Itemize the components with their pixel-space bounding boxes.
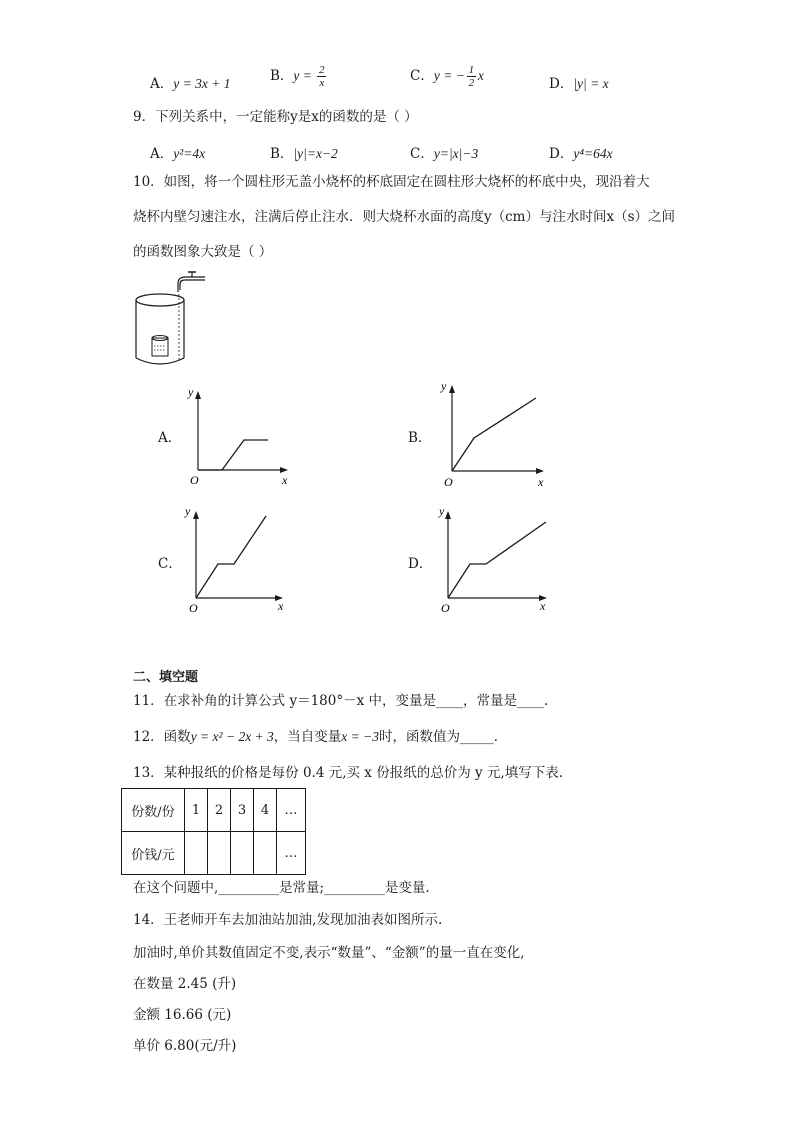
table-cell: 4	[254, 789, 277, 832]
q8-option-c-fraction: $\frac{1}{2}$	[468, 64, 475, 89]
q12-function-expr: y = x² − 2x + 3	[190, 729, 274, 744]
table-cell: 1	[185, 789, 208, 832]
graph-a-origin: O	[190, 473, 199, 487]
q10-stem-line1: 10．如图，将一个圆柱形无盖小烧杯的杯底固定在圆柱形大烧杯的杯底中央，现沿着大	[133, 174, 650, 190]
q9-option-a[interactable]: A．y²=4x	[150, 146, 206, 162]
q11-text: 11．在求补角的计算公式 y＝180°－x 中，变量是____，常量是____.	[133, 693, 549, 709]
table-cell-input[interactable]	[185, 832, 208, 875]
q14-quantity: 在数量 2.45 (升)	[133, 976, 237, 992]
q13-after: 在这个问题中,_________是常量;_________是变量.	[133, 880, 430, 896]
graph-b-label: B．	[408, 430, 432, 446]
table-row	[122, 832, 306, 875]
graph-c[interactable]	[180, 500, 295, 615]
q13-text: 13．某种报纸的价格是每份 0.4 元,买 x 份报纸的总价为 y 元,填写下表.	[133, 765, 564, 781]
graph-b-x-label: x	[538, 475, 544, 488]
graph-c-origin: O	[189, 601, 198, 615]
q8-option-b[interactable]: B．y = $\frac{2}{x}$	[270, 64, 325, 89]
graph-d[interactable]	[436, 500, 556, 615]
graph-d-y-label: y	[439, 504, 445, 518]
q9-stem: 9．下列关系中，一定能称y是x的函数的是（ ）	[133, 109, 418, 125]
graph-c-y-label: y	[185, 504, 191, 518]
beaker-illustration	[130, 270, 220, 370]
graph-a-y-label: y	[188, 385, 194, 399]
q8-option-a-expr: y = 3x + 1	[173, 76, 231, 91]
table-cell: 价钱/元	[122, 832, 185, 875]
table-cell: …	[277, 789, 306, 832]
q12-text: 12．函数y = x² − 2x + 3，当自变量x = −3时，函数值为_____．	[133, 729, 508, 745]
q14-unit-price: 单价 6.80(元/升)	[133, 1038, 237, 1054]
graph-a[interactable]	[180, 382, 295, 487]
q13-table	[121, 788, 306, 875]
q9-option-d[interactable]: D．y⁴=64x	[549, 146, 613, 162]
q10-stem-line2: 烧杯内壁匀速注水，注满后停止注水．则大烧杯水面的高度y（cm）与注水时间x（s）之间	[133, 209, 676, 225]
graph-d-origin: O	[441, 601, 450, 615]
q8-option-b-fraction: $\frac{2}{x}$	[319, 64, 325, 89]
table-cell: …	[277, 832, 306, 875]
q14-text: 14．王老师开车去加油站加油,发现加油表如图所示.	[133, 912, 443, 928]
graph-b[interactable]	[436, 376, 551, 488]
graph-a-x-label: x	[282, 473, 288, 487]
q14-amount: 金额 16.66 (元)	[133, 1007, 232, 1023]
q14-line2: 加油时,单价其数值固定不变,表示“数量”、“金额”的量一直在变化,	[133, 945, 525, 961]
q8-option-d[interactable]: D．|y| = x	[549, 76, 609, 92]
q10-stem-line3: 的函数图象大致是（ ）	[133, 244, 273, 260]
table-cell-input[interactable]	[231, 832, 254, 875]
graph-c-label: C．	[158, 556, 182, 572]
graph-c-x-label: x	[278, 599, 284, 613]
graph-a-label: A．	[158, 430, 182, 446]
graph-b-y-label: y	[441, 379, 447, 393]
q8-option-a[interactable]: A．y = 3x + 1	[150, 76, 231, 92]
q8-option-c[interactable]: C．y = − $\frac{1}{2}$ x	[410, 64, 484, 89]
table-cell: 2	[208, 789, 231, 832]
table-row	[122, 789, 306, 832]
q12-condition: x = −3	[341, 729, 380, 744]
q9-option-c[interactable]: C．y=|x|−3	[410, 146, 479, 162]
section-title: 二、填空题	[133, 670, 199, 685]
graph-b-origin: O	[444, 475, 453, 488]
q9-option-b[interactable]: B．|y|=x−2	[270, 146, 338, 162]
graph-d-x-label: x	[540, 599, 546, 613]
table-cell-input[interactable]	[208, 832, 231, 875]
graph-d-label: D．	[408, 556, 433, 572]
table-cell: 份数/份	[122, 789, 185, 832]
table-cell: 3	[231, 789, 254, 832]
table-cell-input[interactable]	[254, 832, 277, 875]
